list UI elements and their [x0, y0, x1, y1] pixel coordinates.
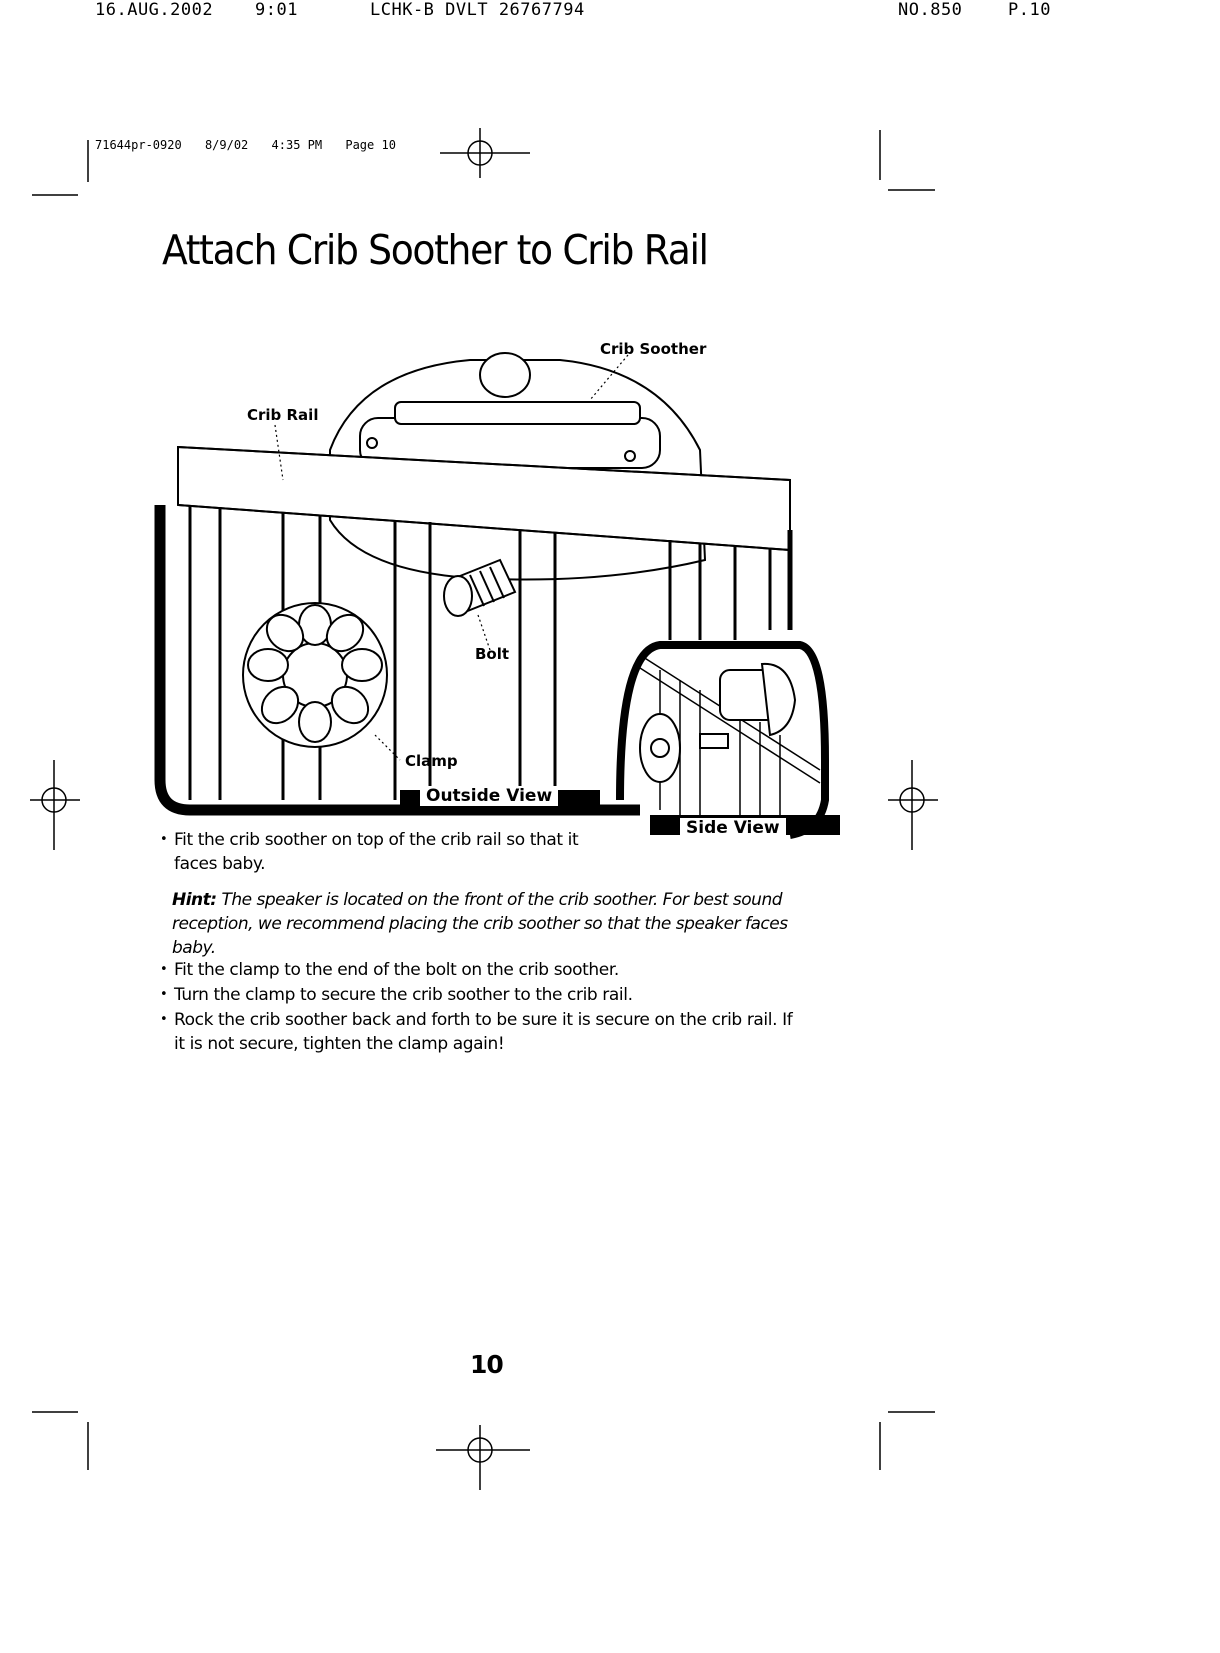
step-item: • Turn the clamp to secure the crib soother to the crib rail.: [160, 983, 800, 1007]
side-view-inset: [620, 645, 825, 835]
fax-time: 9:01: [255, 0, 298, 20]
hint-label: Hint:: [172, 890, 217, 910]
step-item: • Fit the clamp to the end of the bolt on the crib soother.: [160, 958, 800, 982]
step-item: • Fit the crib soother on top of the crib rail so that it faces baby.: [160, 828, 600, 876]
bolt-callout: Bolt: [475, 645, 510, 663]
crib-soother-callout: Crib Soother: [600, 340, 707, 358]
slug-time: 4:35 PM: [271, 138, 323, 152]
crib-rail-callout: Crib Rail: [247, 406, 319, 424]
steps-list: [160, 958, 800, 1057]
outside-view-label: Outside View: [420, 786, 558, 806]
fax-number: NO.850: [898, 0, 963, 20]
side-view-label: Side View: [680, 818, 786, 838]
clamp-callout: Clamp: [405, 752, 458, 770]
fax-sender: LCHK-B DVLT 26767794: [370, 0, 585, 20]
step-item: • Rock the crib soother back and forth to be sure it is secure on the crib rail. If it is not secure, tighten the clamp again!: [160, 1008, 800, 1056]
hint-text: The speaker is located on the front of the crib soother. For best sound reception, we recommend placing the crib soother so that the speaker faces baby.: [172, 890, 788, 958]
page-title: Attach Crib Soother to Crib Rail: [162, 226, 708, 274]
crib-illustration: [160, 353, 840, 835]
slug-page: Page 10: [345, 138, 396, 152]
first-step: [160, 828, 600, 877]
slug-date: 8/9/02: [204, 138, 249, 152]
hint-block: [172, 888, 832, 960]
fax-page: P.10: [1008, 0, 1051, 20]
page-number: 10: [470, 1350, 503, 1379]
fax-date: 16.AUG.2002: [95, 0, 214, 20]
slug-file: 71644pr-0920: [95, 138, 182, 152]
